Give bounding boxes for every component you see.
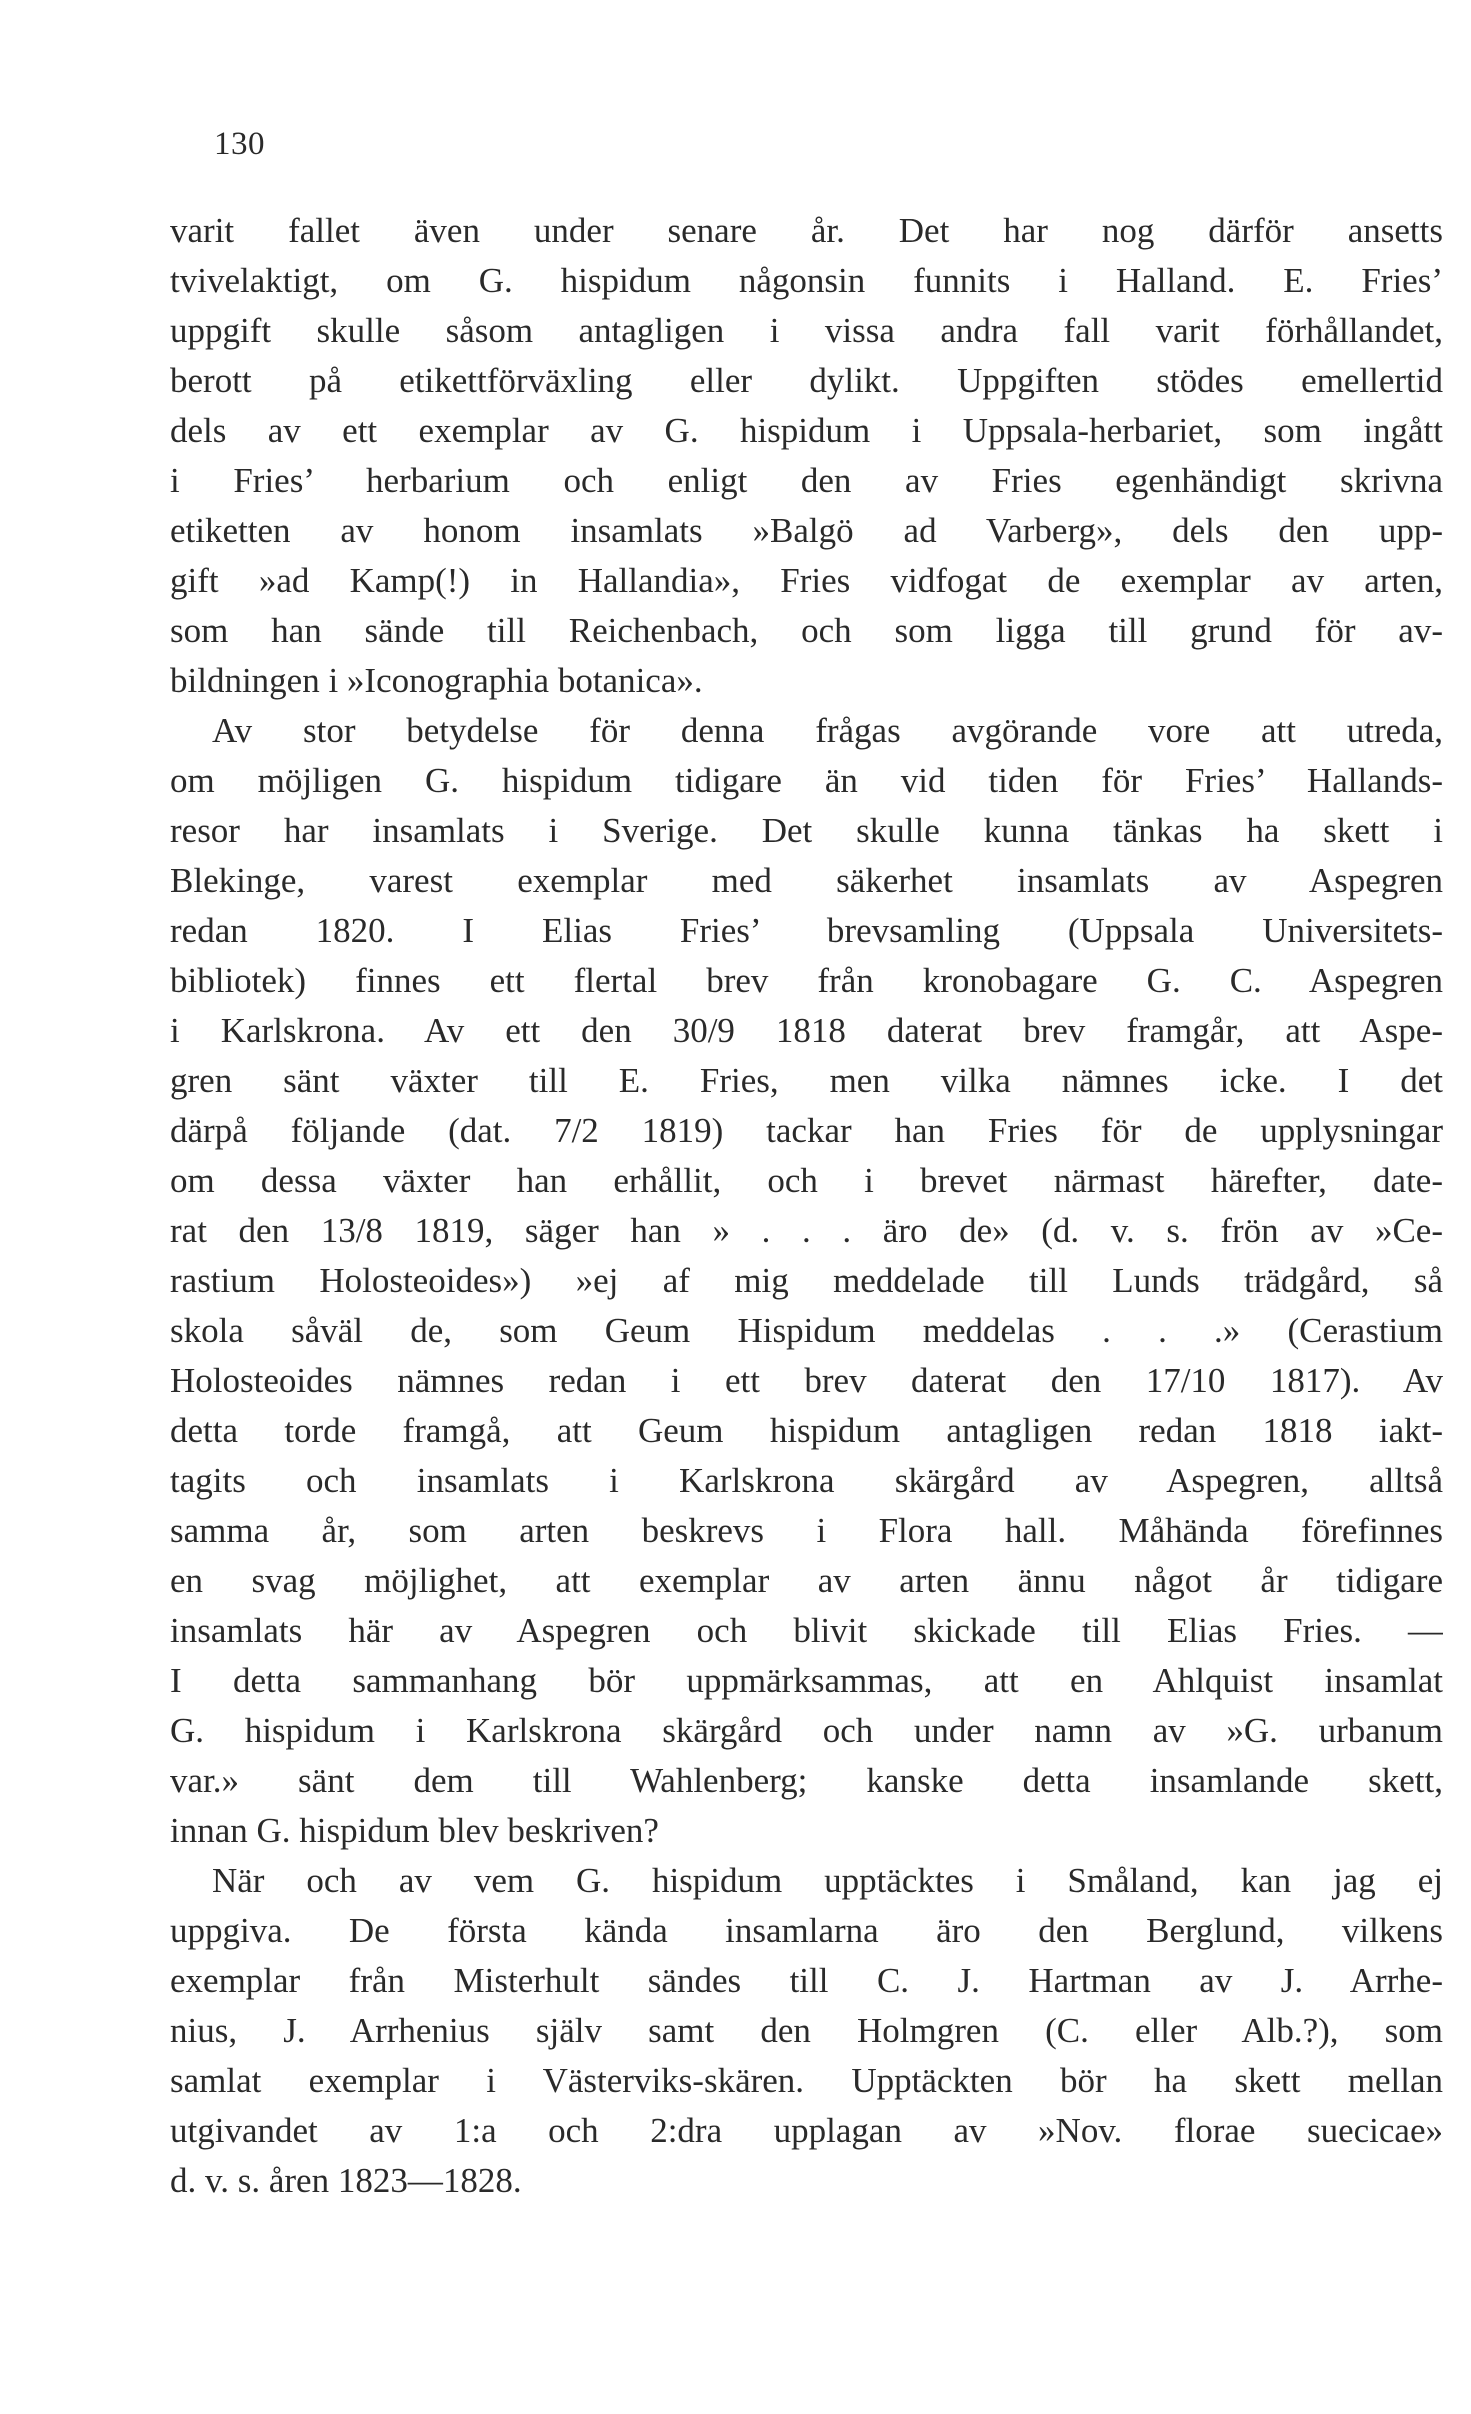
text-line: nius, J. Arrhenius själv samt den Holmgren (C. eller Alb.?), som: [170, 2011, 1443, 2050]
text-line: d. v. s. åren 1823—1828.: [170, 2161, 522, 2200]
text-line: om möjligen G. hispidum tidigare än vid tiden för Fries’ Hallands-: [170, 761, 1443, 800]
text-line: tvivelaktigt, om G. hispidum någonsin funnits i Halland. E. Fries’: [170, 261, 1443, 300]
text-line: I detta sammanhang bör uppmärksammas, att en Ahlquist insamlat: [170, 1661, 1443, 1700]
text-line: rat den 13/8 1819, säger han » . . . äro de» (d. v. s. frön av »Ce-: [170, 1211, 1443, 1250]
text-line: redan 1820. I Elias Fries’ brevsamling (Uppsala Universitets-: [170, 911, 1443, 950]
text-line: resor har insamlats i Sverige. Det skulle kunna tänkas ha skett i: [170, 811, 1443, 850]
text-line: utgivandet av 1:a och 2:dra upplagan av »Nov. florae suecicae»: [170, 2111, 1443, 2150]
text-line: insamlats här av Aspegren och blivit skickade till Elias Fries. —: [170, 1611, 1443, 1650]
body-text: [170, 206, 1443, 2206]
text-line: samlat exemplar i Västerviks-skären. Upptäckten bör ha skett mellan: [170, 2061, 1443, 2100]
text-line: rastium Holosteoides») »ej af mig meddelade till Lunds trädgård, så: [170, 1261, 1443, 1300]
text-line: bildningen i »Iconographia botanica».: [170, 661, 703, 700]
text-line: G. hispidum i Karlskrona skärgård och under namn av »G. urbanum: [170, 1711, 1443, 1750]
text-line: som han sände till Reichenbach, och som ligga till grund för av-: [170, 611, 1443, 650]
text-line: Blekinge, varest exemplar med säkerhet insamlats av Aspegren: [170, 861, 1443, 900]
text-line: innan G. hispidum blev beskriven?: [170, 1811, 659, 1850]
text-line: i Fries’ herbarium och enligt den av Fries egenhändigt skrivna: [170, 461, 1443, 500]
text-line: i Karlskrona. Av ett den 30/9 1818 daterat brev framgår, att Aspe-: [170, 1011, 1443, 1050]
text-line: om dessa växter han erhållit, och i brevet närmast härefter, date-: [170, 1161, 1443, 1200]
text-line: gren sänt växter till E. Fries, men vilka nämnes icke. I det: [170, 1061, 1443, 1100]
text-line: bibliotek) finnes ett flertal brev från kronobagare G. C. Aspegren: [170, 961, 1443, 1000]
page-number: 130: [214, 126, 265, 162]
text-line: exemplar från Misterhult sändes till C. J. Hartman av J. Arrhe-: [170, 1961, 1443, 2000]
text-line: berott på etikettförväxling eller dylikt. Uppgiften stödes emellertid: [170, 361, 1443, 400]
text-line: dels av ett exemplar av G. hispidum i Uppsala-herbariet, som ingått: [170, 411, 1443, 450]
text-line: etiketten av honom insamlats »Balgö ad Varberg», dels den upp-: [170, 511, 1443, 550]
text-line: var.» sänt dem till Wahlenberg; kanske detta insamlande skett,: [170, 1761, 1443, 1800]
text-line: samma år, som arten beskrevs i Flora hall. Måhända förefinnes: [170, 1511, 1443, 1550]
text-line: därpå följande (dat. 7/2 1819) tackar han Fries för de upplysningar: [170, 1111, 1443, 1150]
text-line: uppgiva. De första kända insamlarna äro den Berglund, vilkens: [170, 1911, 1443, 1950]
text-line: När och av vem G. hispidum upptäcktes i Småland, kan jag ej: [212, 1861, 1443, 1900]
text-line: tagits och insamlats i Karlskrona skärgård av Aspegren, alltså: [170, 1461, 1443, 1500]
text-line: uppgift skulle såsom antagligen i vissa andra fall varit förhållandet,: [170, 311, 1443, 350]
text-line: skola såväl de, som Geum Hispidum meddelas . . .» (Cerastium: [170, 1311, 1443, 1350]
text-line: en svag möjlighet, att exemplar av arten ännu något år tidigare: [170, 1561, 1443, 1600]
text-line: detta torde framgå, att Geum hispidum antagligen redan 1818 iakt-: [170, 1411, 1443, 1450]
text-line: gift »ad Kamp(!) in Hallandia», Fries vidfogat de exemplar av arten,: [170, 561, 1443, 600]
text-line: varit fallet även under senare år. Det har nog därför ansetts: [170, 211, 1443, 250]
text-line: Holosteoides nämnes redan i ett brev daterat den 17/10 1817). Av: [170, 1361, 1443, 1400]
text-line: Av stor betydelse för denna frågas avgörande vore att utreda,: [212, 711, 1443, 750]
